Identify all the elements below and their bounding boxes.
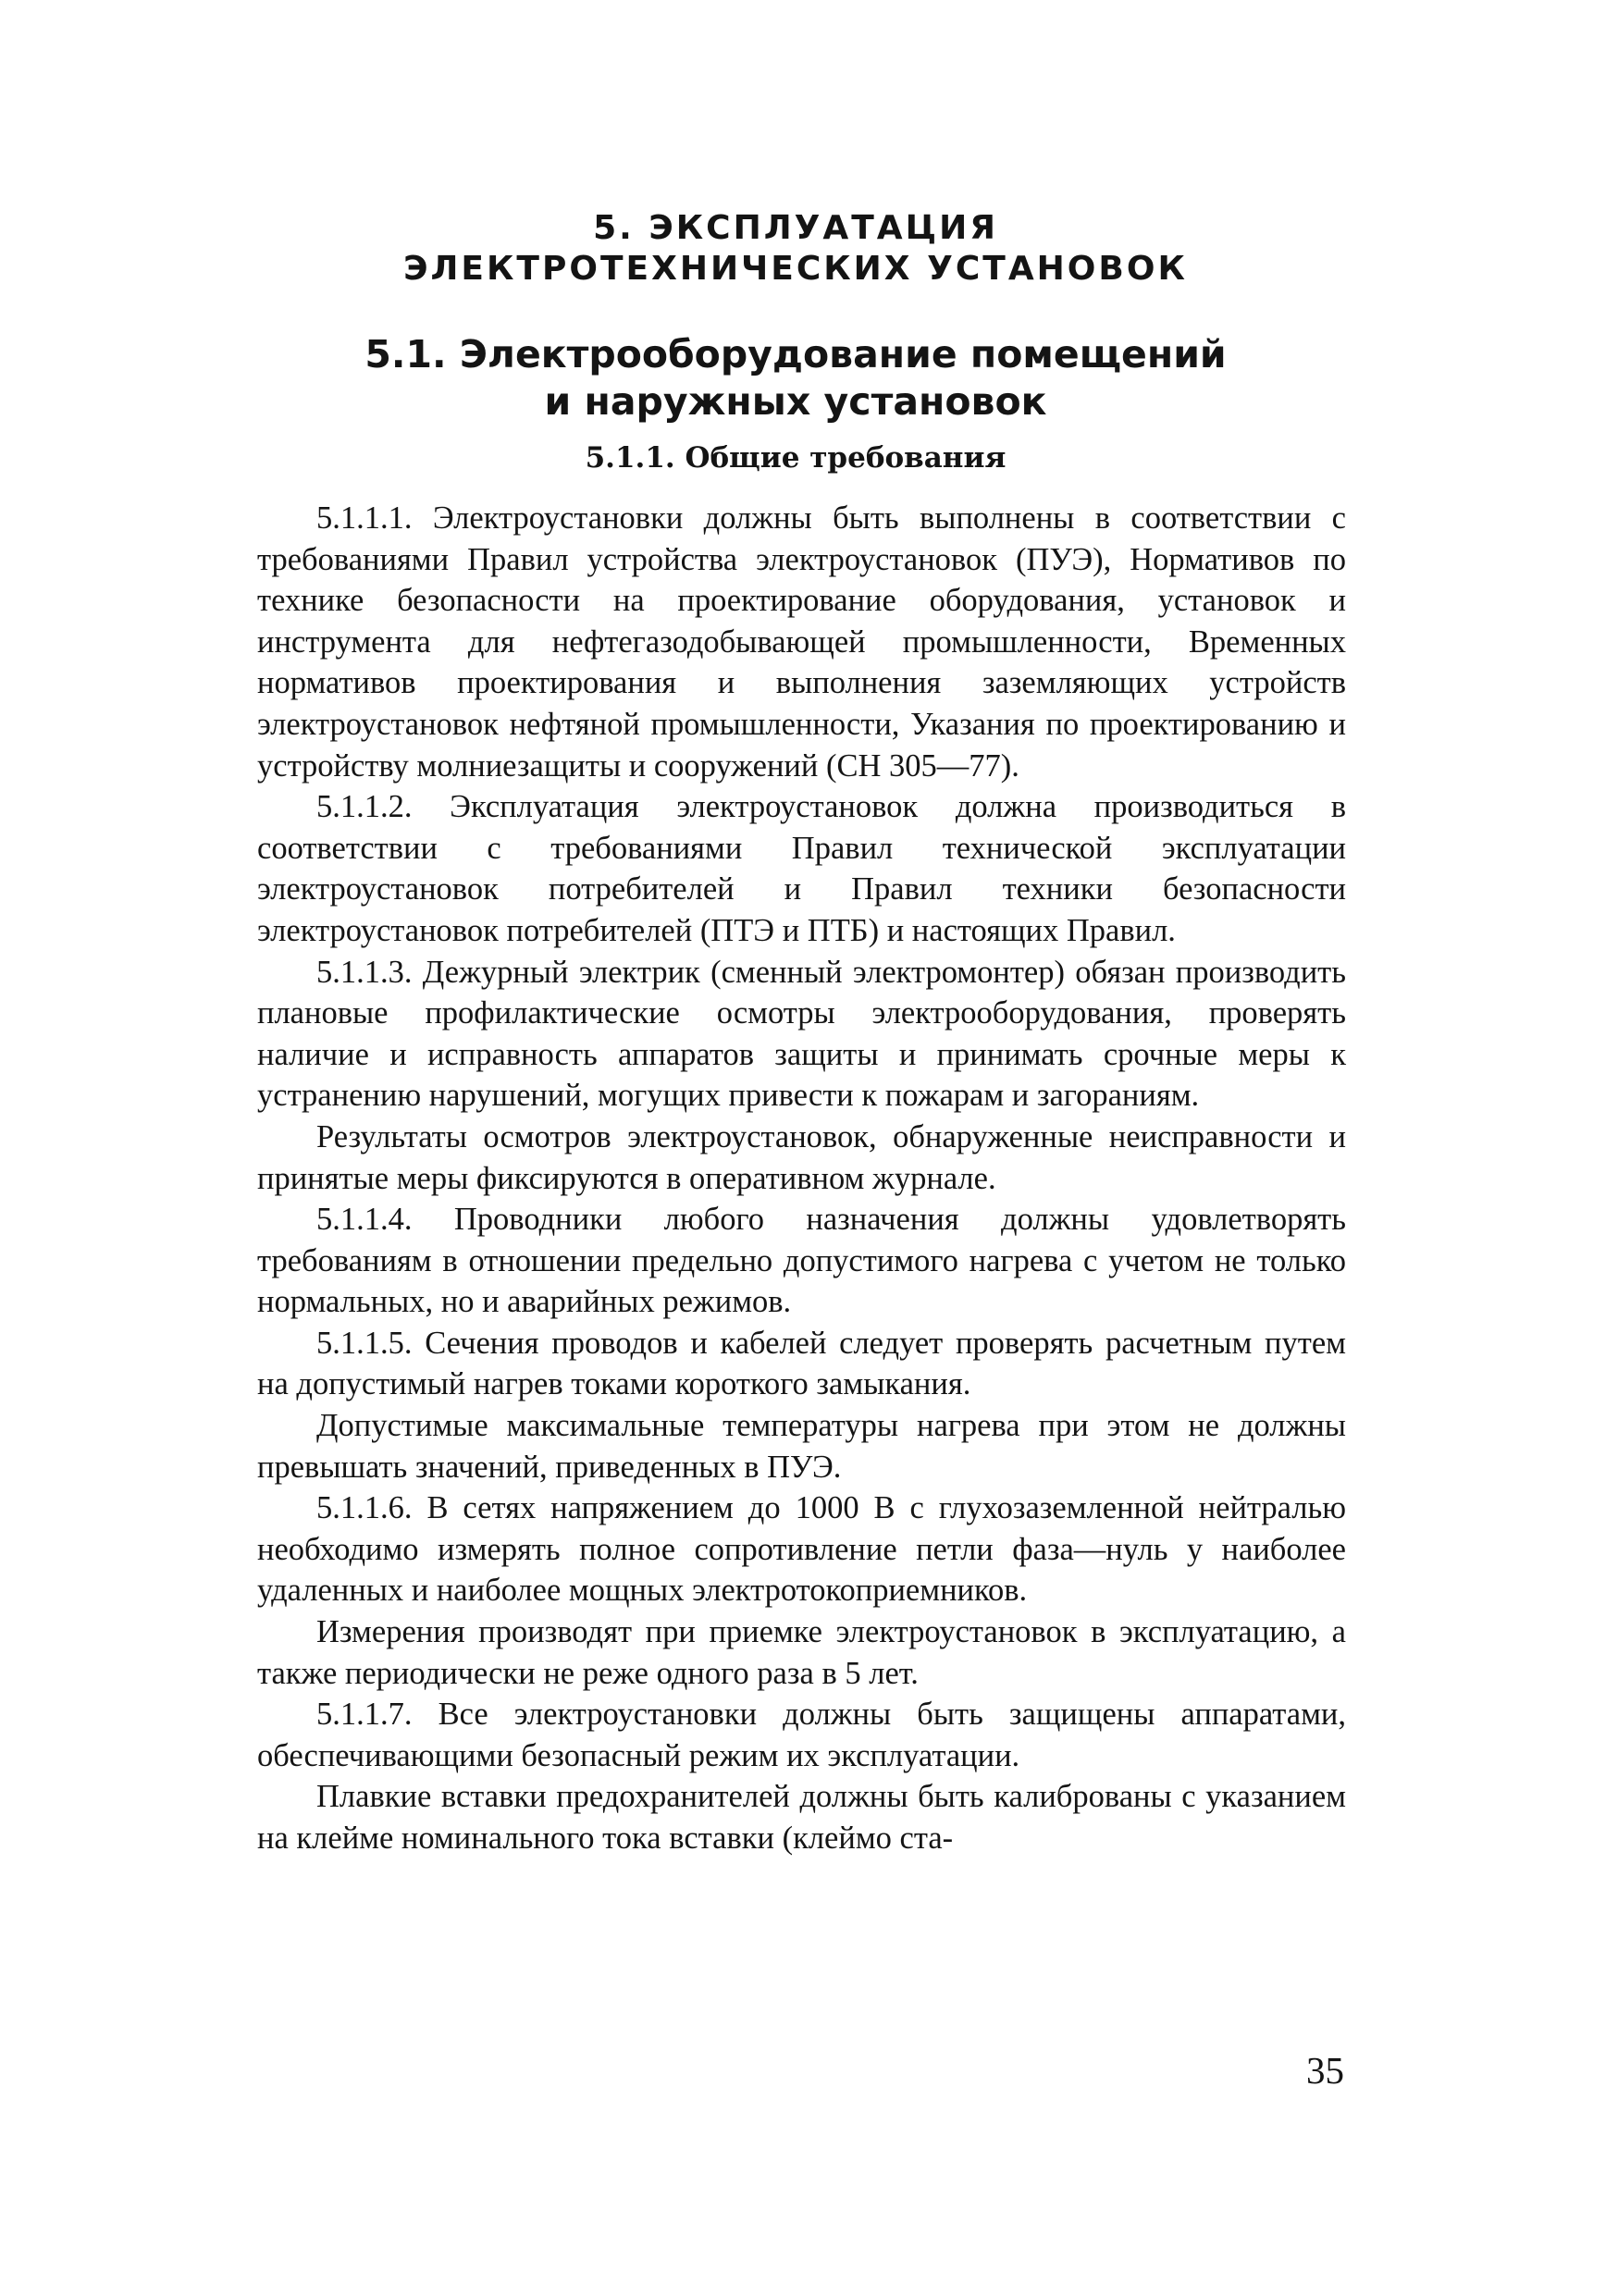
paragraph-measurements: Измерения производят при приемке электроустановок в эксплуатацию, а также периодически не реже одного раза в 5 лет.: [257, 1614, 1346, 1691]
paragraph-inspection-results: Результаты осмотров электроустановок, обнаруженные неисправности и принятые меры фиксируются в оперативном журнале.: [257, 1118, 1346, 1196]
paragraph-5-1-1-5: 5.1.1.5. Сечения проводов и кабелей следует проверять расчетным путем на допустимый нагрев токами короткого замыкания.: [257, 1325, 1346, 1402]
paragraph-5-1-1-2: 5.1.1.2. Эксплуатация электроустановок должна производиться в соответствии с требованиями Правил технической эксплуатации электроустановок потребителей и Правил техники безопасности электроустановок потребителей (ПТЭ и ПТБ) и настоящих Правил.: [257, 789, 1346, 948]
paragraph-5-1-1-1: 5.1.1.1. Электроустановки должны быть выполнены в соответствии с требованиями Правил устройства электроустановок (ПУЭ), Нормативов по технике безопасности на проектирование оборудования, установок и инструмента для нефтегазодобывающей промышленности, Временных нормативов проектирования и выполнения заземляющих устройств электроустановок нефтяной промышленности, Указания по проектированию и устройству молниезащиты и сооружений (СН 305—77).: [257, 500, 1346, 784]
paragraph-5-1-1-6: 5.1.1.6. В сетях напряжением до 1000 В с глухозаземленной нейтралью необходимо измерять полное сопротивление петли фаза—нуль у наиболее удаленных и наиболее мощных электротокоприемников.: [257, 1490, 1346, 1609]
paragraph-fuse-inserts: Плавкие вставки предохранителей должны быть калиброваны с указанием на клейме номинального тока вставки (клеймо ста-: [257, 1779, 1346, 1856]
section-title-line-2: и наружных установок: [544, 379, 1047, 424]
paragraph-max-temperatures: Допустимые максимальные температуры нагрева при этом не должны превышать значений, приведенных в ПУЭ.: [257, 1408, 1346, 1485]
section-title: [231, 331, 1360, 426]
subsection-title: 5.1.1. Общие требования: [585, 441, 1007, 475]
chapter-title: [231, 208, 1360, 290]
paragraph-5-1-1-7: 5.1.1.7. Все электроустановки должны быть защищены аппаратами, обеспечивающими безопасный режим их эксплуатации.: [257, 1697, 1346, 1773]
body-text: [257, 498, 1346, 1859]
chapter-title-line-2: ЭЛЕКТРОТЕХНИЧЕСКИХ УСТАНОВОК: [403, 250, 1188, 288]
section-title-line-1: 5.1. Электрооборудование помещений: [364, 332, 1227, 376]
page-number: 35: [1306, 2049, 1344, 2092]
paragraph-5-1-1-4: 5.1.1.4. Проводники любого назначения должны удовлетворять требованиям в отношении предельно допустимого нагрева с учетом не только нормальных, но и аварийных режимов.: [257, 1202, 1346, 1320]
paragraph-5-1-1-3: 5.1.1.3. Дежурный электрик (сменный электромонтер) обязан производить плановые профилактические осмотры электрооборудования, проверять наличие и исправность аппаратов защиты и принимать срочные меры к устранению нарушений, могущих привести к пожарам и загораниям.: [257, 954, 1346, 1114]
chapter-title-line-1: 5. ЭКСПЛУАТАЦИЯ: [593, 209, 998, 247]
